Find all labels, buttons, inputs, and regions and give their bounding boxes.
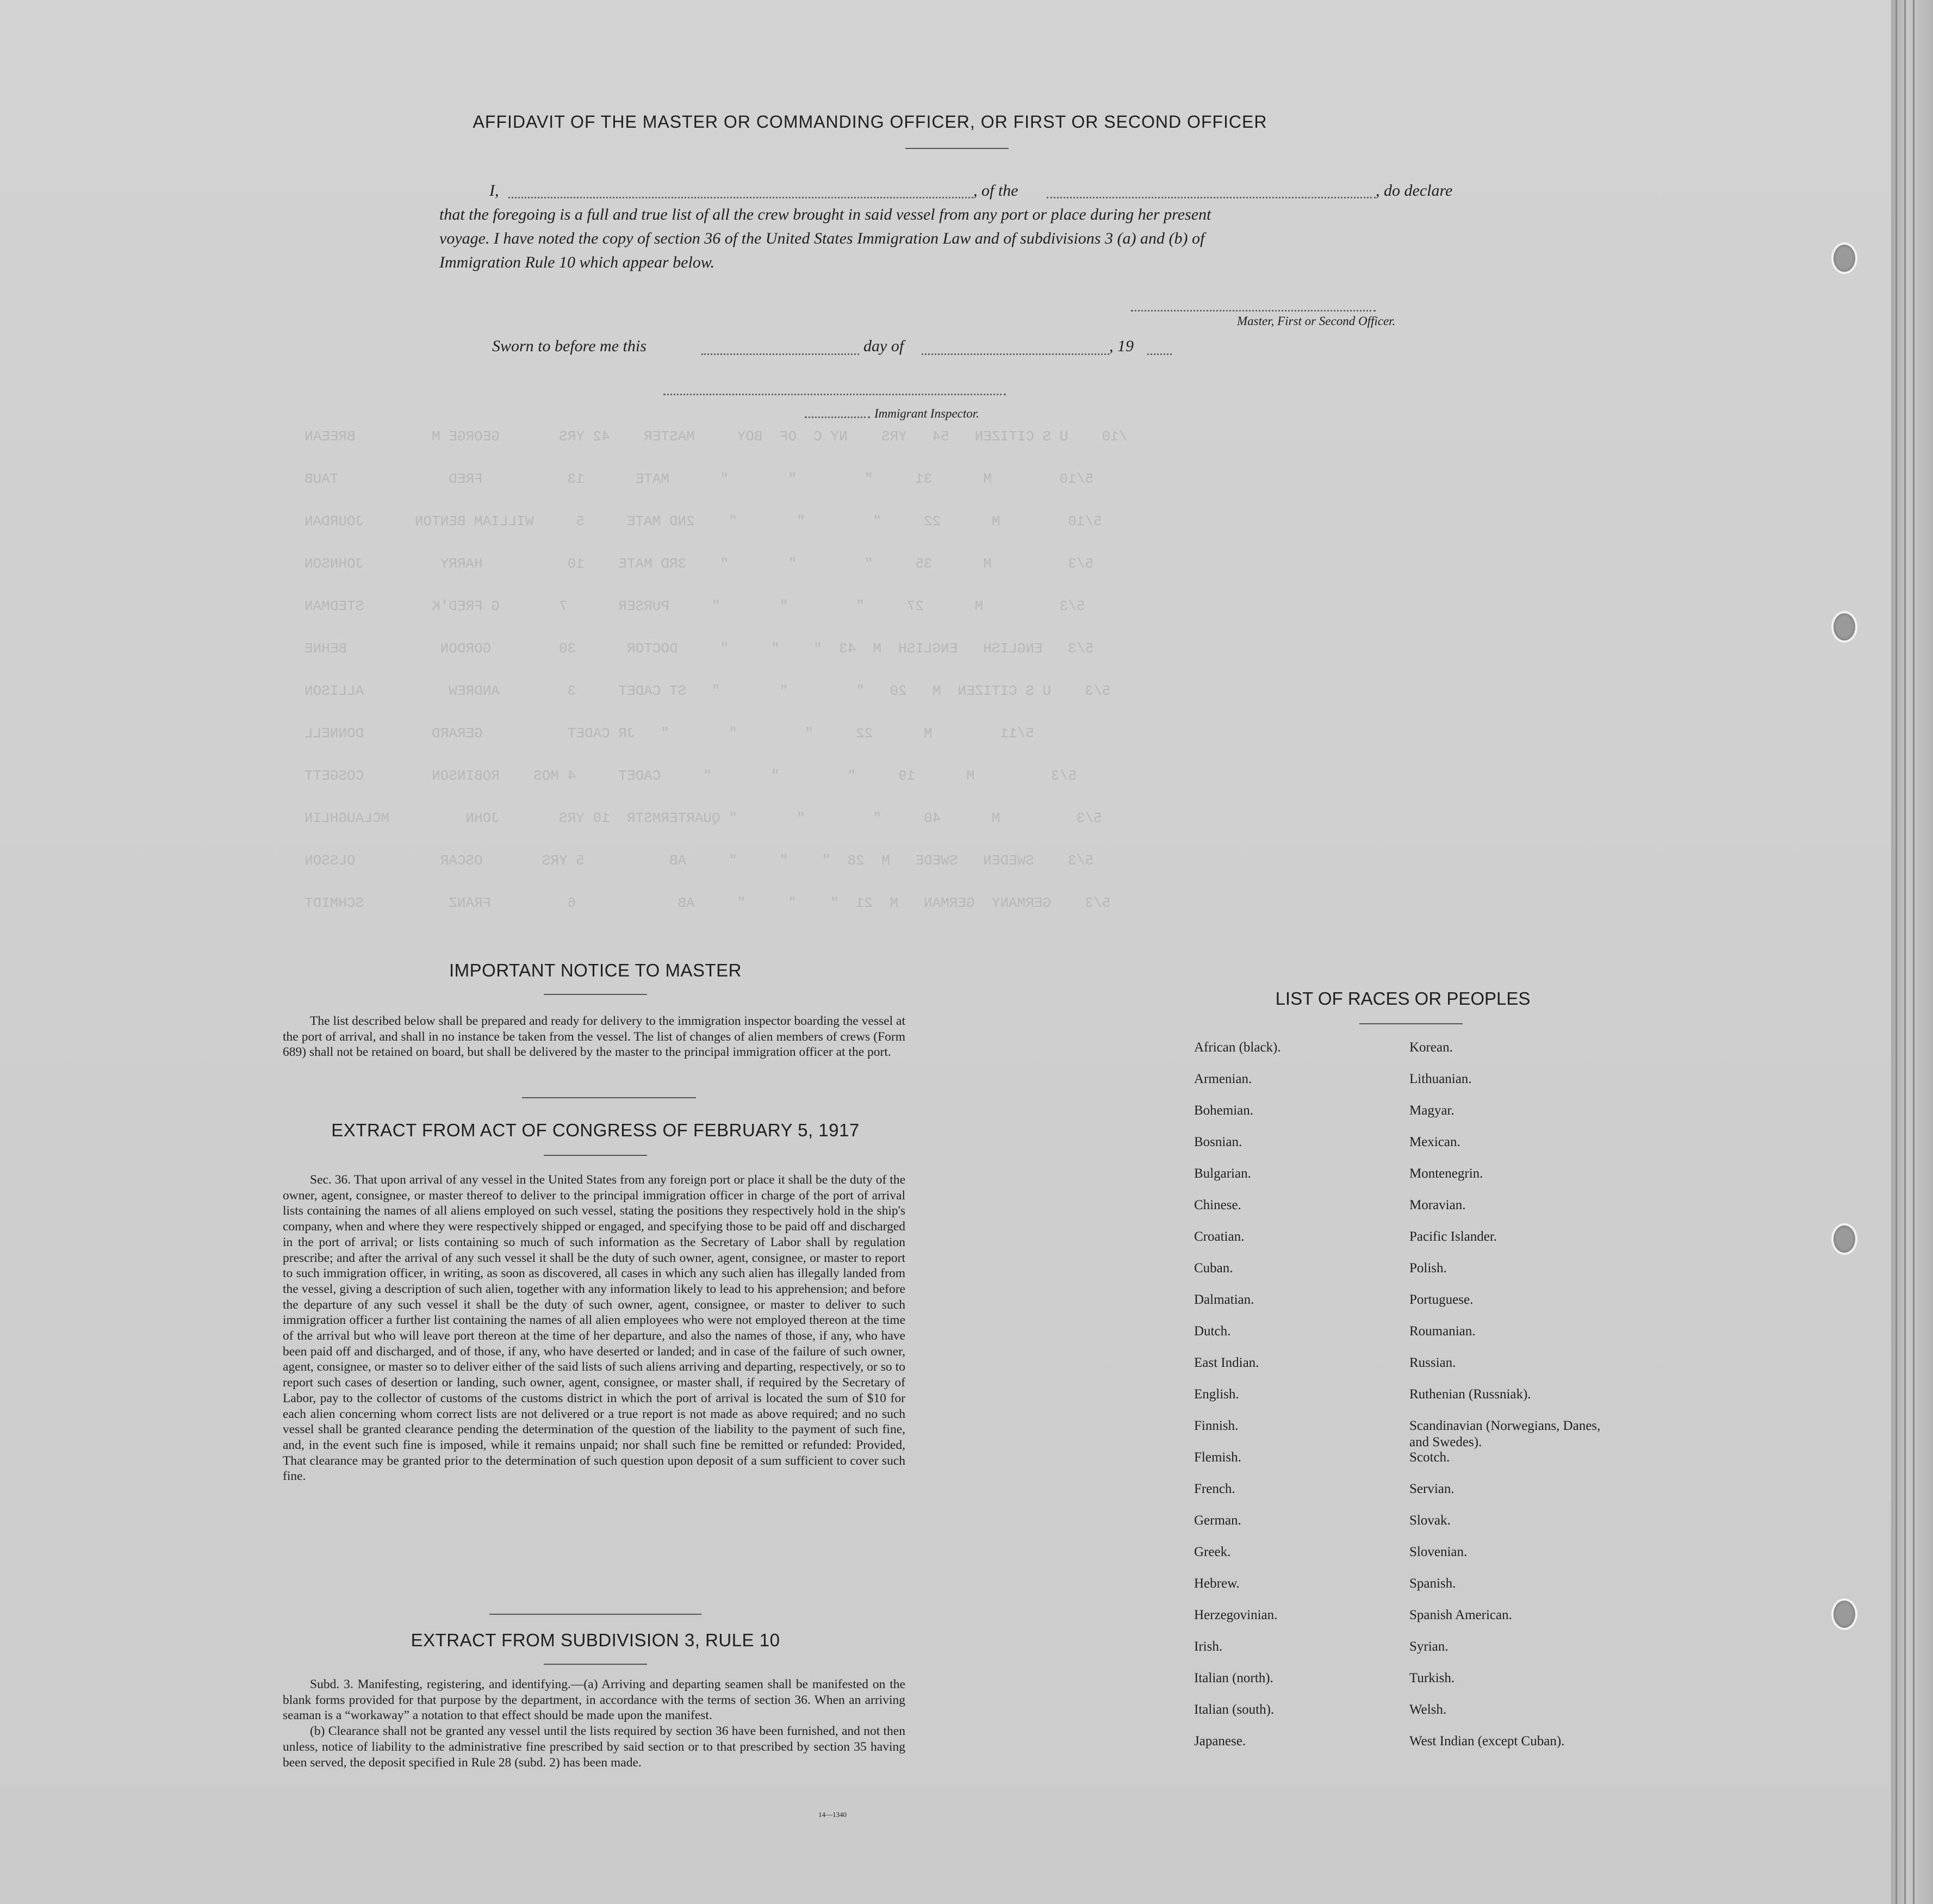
sworn-year-blank[interactable] — [1147, 353, 1172, 355]
affidavit-line-4: Immigration Rule 10 which appear below. — [439, 253, 715, 271]
race-item: West Indian (except Cuban). — [1409, 1734, 1565, 1749]
act-extract-end-rule — [489, 1614, 701, 1615]
page-edge — [1891, 0, 1933, 1904]
race-item: Slovak. — [1409, 1513, 1451, 1528]
race-item: Moravian. — [1409, 1198, 1466, 1212]
race-item: Bohemian. — [1194, 1103, 1254, 1118]
vessel-blank[interactable] — [1047, 197, 1376, 198]
race-item: Ruthenian (Russniak). — [1409, 1387, 1531, 1402]
race-item: Armenian. — [1194, 1072, 1252, 1086]
race-item: Italian (north). — [1194, 1671, 1273, 1685]
race-item: Scotch. — [1409, 1450, 1450, 1465]
races-left-column — [1194, 1040, 1401, 1765]
race-item: Greek. — [1194, 1545, 1231, 1559]
document-page: /10 U S CITIZEN 54 YRS NY C OF BOY MASTER 42 YRS GEORGE M BREEAN 5/10 M 31 " " " MATE 13 FRED TAUB 5/10 M 22 " " " 2ND MATE 5 WILLIAM BENTON JOURDAN 5/3 M 35 " " " 3RD MATE 10 HARRY JOHNSON 5/3 M 27 " " " PURSER 7 G FRED'K STEDMAN 5/3 ENGLISH ENGLISH M 43 " " " DOCTOR 30 GORDON BEHNE 5/3 U S CITIZEN M 20 " " " ST CADET 3 ANDREW ALLISON 5/11 M 22 " " " JR CADET GERARD DONNELL 5/3 M 19 " " " CADET 4 MOS ROBINSON COSGETT 5/3 M 40 " " " QUARTERMSTR 10 YRS JOHN MCLAUGHLIN 5/3 SWEDEN SWEDE M 28 " " " AB 5 YRS OSCAR OLSSON 5/3 GERMANY GERMAN M 21 " " " AB 6 FRANZ SCHMIDT AFFIDAVIT OF THE MASTER OR COMMANDING OFFICER, OR FIRST OR SECOND OFFICER I, , of the , do declare that the foregoing is a full and true list of all the crew brought in said vessel from any port or place during her present voyage. I have noted the copy of section 36 of the United States Immigration Law and of subdivisions 3 (a) and (b) of Immigration Rule 10 which appear below. Master, First or Second Officer. Sworn to before me this day of , 19 Immigrant Inspector. IMPORTANT NOTICE TO MASTER The list described below shall be prepared and ready for delivery to the immigration inspector boarding the vessel at the port of arrival, and shall in no instance be taken from the vessel. The list of changes of alien members of crews (Form 689) shall not be retained on board, but shall be delivered by the master to the principal immigration officer at the port. EXTRACT FROM ACT OF CONGRESS OF FEBRUARY 5, 1917 Sec. 36. That upon arrival of any vessel in the United States from any foreign port or place it shall be the duty of the owner, agent, consignee, or master thereof to deliver to the principal immigration officer in charge of the port of arrival lists containing the names of all aliens employed on such vessel, stating the positions they respectively hold in the ship's company, when and where they were respectively shipped or engaged, and specifying those to be paid off and discharged in the port of arrival; or lists containing so much of such information as the Secretary of Labor shall by regulation prescribe; and after the arrival of any such vessel it shall be the duty of such owner, agent, consignee, or master to report to such immigration officer, in writing, as soon as discovered, all cases in which any such alien has illegally landed from the vessel, giving a description of such alien, together with any information likely to lead to his apprehension; and before the departure of any such vessel it shall be the duty of such owner, agent, consignee, or master to deliver to such immigration officer a further list containing the names of all alien employees who were not employed thereon at the time of the arrival but who will leave port thereon at the time of her departure, and also the names of those, if any, who have been paid off and discharged, and of those, if any, who have deserted or landed; and in case of the failure of such owner, agent, consignee, or master so to deliver either of the said lists of such aliens arriving and departing, respectively, or so to report such cases of desertion or landing, such owner, agent, consignee, or master shall, if required by the Secretary of Labor, pay to the collector of customs of the customs district in which the port of arrival is located the sum of $10 for each alien concerning whom correct lists are not delivered or a true report is not made as above required; and no such vessel shall be granted clearance pending the determination of the question of the liability to the payment of such fine, and, in the event such fine is imposed, while it remains unpaid; nor shall such fine be remitted or refunded: Provided, That clearance may be granted prior to the determination of such question upon deposit of a sum sufficient to cover such fine. EXTRACT FROM SUBDIVISION 3, RULE 10 Subd. 3. Manifesting, registering, and identifying.—(a) Arriving and departing seamen shall be manifested on the blank forms provided for that purpose by the department, in accordance with the terms of section 36. When an arriving seaman is a “workaway” a notation to that effect should be made upon the manifest. (b) Clearance shall not be granted any vessel until the lists required by section 36 have been furnished, and not then unless, notice of liability to the administrative fine prescribed by said section or to that prescribed by section 35 having been served, the deposit specified in Rule 28 (subd. 2) has been made. 14—1340 LIST OF RACES OR PEOPLES African (black). Armenian. Bohemian. Bosnian. Bulgarian. Chinese. Croatian. Cuban. Dalmatian. Dutch. East Indian. English. Finnish. Flemish. French. German. Greek. Hebrew. Herzegovinian. Irish. Italian (north). Italian (south). Japanese. Korean. Lithuanian. Magyar. Mexican. Montenegrin. Moravian. Pacific Islander. Polish. Portuguese. Roumanian. Russian. Ruthenian (Russniak). Scandinavian (Norwegians, Danes, and Swedes). Scotch. Servian. Slovak. Slovenian. Spanish. Spanish American. Syrian. Turkish. Welsh. West Indian (except Cuban). — [0, 0, 1893, 1904]
rule-extract-rule — [544, 1664, 647, 1665]
race-item: Slovenian. — [1409, 1545, 1468, 1559]
race-item: Polish. — [1409, 1261, 1447, 1275]
act-extract-rule — [544, 1155, 647, 1156]
race-item: African (black). — [1194, 1040, 1281, 1055]
race-item: Lithuanian. — [1409, 1072, 1472, 1086]
affidavit-title: AFFIDAVIT OF THE MASTER OR COMMANDING OFFICER, OR FIRST OR SECOND OFFICER — [473, 112, 1267, 132]
title-rule — [905, 148, 1009, 149]
master-signature-line[interactable] — [1131, 310, 1376, 312]
race-item: Irish. — [1194, 1639, 1223, 1654]
affidavit-line-3: voyage. I have noted the copy of section 36 of the United States Immigration Law and of subdivisions 3 (a) and (b) of — [439, 229, 1205, 247]
races-right-column — [1409, 1040, 1621, 1765]
rule-extract-body — [283, 1677, 905, 1770]
affidavit-declare: , do declare — [1376, 182, 1453, 200]
notice-title: IMPORTANT NOTICE TO MASTER — [449, 960, 742, 980]
section-36-paragraph: Sec. 36. That upon arrival of any vessel in the United States from any foreign port or place it shall be the duty of the owner, agent, consignee, or master thereof to deliver to the principal immigration officer in charge of the port of arrival lists containing the names of all aliens employed on such vessel, stating the positions they respectively hold in the ship's company, when and where they were respectively shipped or engaged, and specifying those to be paid off and discharged in the port of arrival; or lists containing so much of such information as the Secretary of Labor shall by regulation prescribe; and after the arrival of any such vessel it shall be the duty of such owner, agent, consignee, or master to report to such immigration officer, in writing, as soon as discovered, all cases in which any such alien has illegally landed from the vessel, giving a description of such alien, together with any information likely to lead to his apprehension; and before the departure of any such vessel it shall be the duty of such owner, agent, consignee, or master to deliver to such immigration officer a further list containing the names of all alien employees who were not employed thereon at the time of the arrival but who will leave port thereon at the time of her departure, and also the names of those, if any, who have been paid off and discharged, and of those, if any, who have deserted or landed; and in case of the failure of such owner, agent, consignee, or master so to deliver either of the said lists of such aliens arriving and departing, respectively, or so to report such cases of desertion or landing, such owner, agent, consignee, or master shall, if required by the Secretary of Labor, pay to the collector of customs of the customs district in which the port of arrival is located the sum of $10 for each alien concerning whom correct lists are not delivered or a true report is not made as above required; and no such vessel shall be granted clearance pending the determination of the question of the liability to the payment of such fine, and, in the event such fine is imposed, while it remains unpaid; nor shall such fine be remitted or refunded: Provided, That clearance may be granted prior to the determination of such question upon deposit of a sum sufficient to cover such fine. — [283, 1173, 905, 1484]
race-item: East Indian. — [1194, 1355, 1259, 1370]
year-prefix: , 19 — [1109, 337, 1134, 355]
race-item: Scandinavian (Norwegians, Danes, and Swedes). — [1409, 1418, 1601, 1449]
binding-hole — [1831, 611, 1857, 643]
subdivision-b-paragraph: (b) Clearance shall not be granted any vessel until the lists required by section 36 have been furnished, and not then unless, notice of liability to the administrative fine prescribed by said section or to that prescribed by section 35 having been served, the deposit specified in Rule 28 (subd. 2) has been made. — [283, 1724, 905, 1770]
sworn-text: Sworn to before me this — [492, 337, 647, 355]
notice-body — [283, 1013, 905, 1060]
form-number: 14—1340 — [818, 1810, 847, 1819]
inspector-leader-dots — [805, 416, 870, 418]
race-item: Pacific Islander. — [1409, 1229, 1497, 1244]
binding-hole — [1831, 1223, 1857, 1255]
act-extract-body — [283, 1172, 905, 1484]
notice-paragraph: The list described below shall be prepared and ready for delivery to the immigration inspector boarding the vessel at the port of arrival, and shall in no instance be taken from the vessel. The list of changes of alien members of crews (Form 689) shall not be retained on board, but shall be delivered by the master to the principal immigration officer at the port. — [283, 1014, 905, 1060]
race-item: Japanese. — [1194, 1734, 1246, 1749]
race-item: Flemish. — [1194, 1450, 1241, 1465]
binding-hole — [1831, 1598, 1857, 1630]
master-signature-label: Master, First or Second Officer. — [1237, 314, 1396, 328]
race-item: Dutch. — [1194, 1324, 1231, 1339]
race-item: Italian (south). — [1194, 1702, 1275, 1717]
race-item: German. — [1194, 1513, 1241, 1528]
subdivision-a-paragraph: Subd. 3. Manifesting, registering, and identifying.—(a) Arriving and departing seamen shall be manifested on the blank forms provided for that purpose by the department, in accordance with the terms of section 36. When an arriving seaman is a “workaway” a notation to that effect should be made upon the manifest. — [283, 1677, 905, 1723]
race-item: Bulgarian. — [1194, 1166, 1251, 1181]
act-extract-title: EXTRACT FROM ACT OF CONGRESS OF FEBRUARY 5, 1917 — [331, 1120, 860, 1140]
races-title: LIST OF RACES OR PEOPLES — [1275, 988, 1531, 1009]
binding-hole — [1831, 242, 1857, 274]
race-item: French. — [1194, 1482, 1235, 1496]
race-item: Russian. — [1409, 1355, 1456, 1370]
race-item: Spanish American. — [1409, 1608, 1512, 1622]
inspector-label: Immigrant Inspector. — [874, 407, 979, 420]
race-item: Bosnian. — [1194, 1135, 1242, 1149]
race-item: Chinese. — [1194, 1198, 1241, 1212]
race-item: Syrian. — [1409, 1639, 1449, 1654]
sworn-month-blank[interactable] — [922, 353, 1109, 355]
race-item: Roumanian. — [1409, 1324, 1476, 1339]
race-item: Mexican. — [1409, 1135, 1460, 1149]
affidavit-i: I, — [489, 182, 499, 200]
race-item: Croatian. — [1194, 1229, 1245, 1244]
races-rule — [1359, 1023, 1463, 1024]
affidavit-of-the: , of the — [973, 182, 1018, 200]
race-item: Turkish. — [1409, 1671, 1455, 1685]
race-item: Magyar. — [1409, 1103, 1455, 1118]
race-item: English. — [1194, 1387, 1239, 1402]
race-item: Spanish. — [1409, 1576, 1456, 1591]
race-item: Hebrew. — [1194, 1576, 1240, 1591]
inspector-signature-line[interactable] — [663, 394, 1006, 395]
name-blank[interactable] — [508, 197, 973, 198]
affidavit-line-2: that the foregoing is a full and true list of all the crew brought in said vessel from any port or place during her present — [439, 206, 1211, 223]
notice-end-rule — [522, 1097, 696, 1098]
day-of-text: day of — [863, 337, 904, 355]
race-item: Dalmatian. — [1194, 1292, 1254, 1307]
race-item: Welsh. — [1409, 1702, 1447, 1717]
race-item: Portuguese. — [1409, 1292, 1474, 1307]
race-item: Herzegovinian. — [1194, 1608, 1278, 1622]
race-item: Montenegrin. — [1409, 1166, 1483, 1181]
race-item: Cuban. — [1194, 1261, 1233, 1275]
race-item: Korean. — [1409, 1040, 1453, 1055]
sworn-day-blank[interactable] — [701, 353, 859, 355]
race-item: Finnish. — [1194, 1418, 1239, 1433]
race-item: Servian. — [1409, 1482, 1455, 1496]
rule-extract-title: EXTRACT FROM SUBDIVISION 3, RULE 10 — [411, 1630, 780, 1650]
notice-rule — [544, 994, 647, 995]
